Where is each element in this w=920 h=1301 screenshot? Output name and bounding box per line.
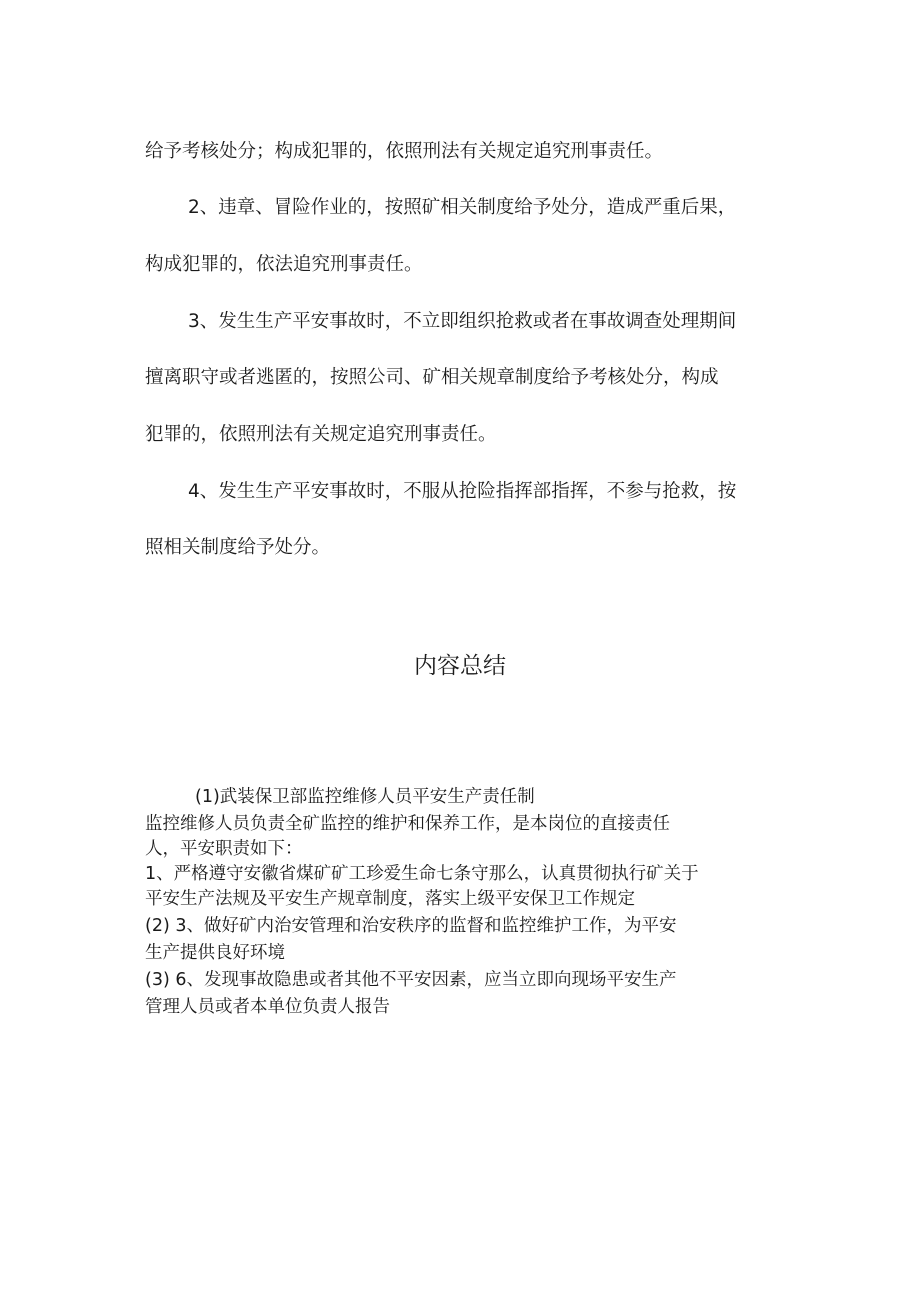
body-line: 擅离职守或者逃匿的，按照公司、矿相关规章制度给予考核处分，构成 — [145, 367, 719, 388]
summary-line: 人，平安职责如下： — [145, 839, 303, 859]
body-line: 照相关制度给予处分。 — [145, 537, 331, 558]
body-line: 4、发生生产平安事故时，不服从抢险指挥部指挥，不参与抢救，按 — [188, 481, 737, 502]
summary-title: 内容总结 — [414, 653, 506, 679]
body-line: 犯罪的，依照刑法有关规定追究刑事责任。 — [145, 424, 497, 445]
body-line: 3、发生生产平安事故时，不立即组织抢救或者在事故调查处理期间 — [188, 311, 737, 332]
body-line: 构成犯罪的，依法追究刑事责任。 — [145, 254, 423, 275]
summary-line: 1、严格遵守安徽省煤矿矿工珍爱生命七条守那么，认真贯彻执行矿关于 — [145, 864, 699, 884]
body-line: 给予考核处分；构成犯罪的，依照刑法有关规定追究刑事责任。 — [145, 141, 664, 162]
summary-line: 平安生产法规及平安生产规章制度，落实上级平安保卫工作规定 — [145, 889, 635, 909]
summary-line: 监控维修人员负责全矿监控的维护和保养工作，是本岗位的直接责任 — [145, 814, 670, 834]
summary-line: 管理人员或者本单位负责人报告 — [145, 997, 390, 1017]
body-line: 2、违章、冒险作业的，按照矿相关制度给予处分，造成严重后果， — [188, 197, 737, 218]
summary-line: (3) 6、发现事故隐患或者其他不平安因素，应当立即向现场平安生产 — [145, 970, 677, 990]
summary-line: (2) 3、做好矿内治安管理和治安秩序的监督和监控维护工作，为平安 — [145, 916, 677, 936]
summary-line: 生产提供良好环境 — [145, 943, 285, 963]
summary-line: (1)武装保卫部监控维修人员平安生产责任制 — [195, 787, 535, 807]
